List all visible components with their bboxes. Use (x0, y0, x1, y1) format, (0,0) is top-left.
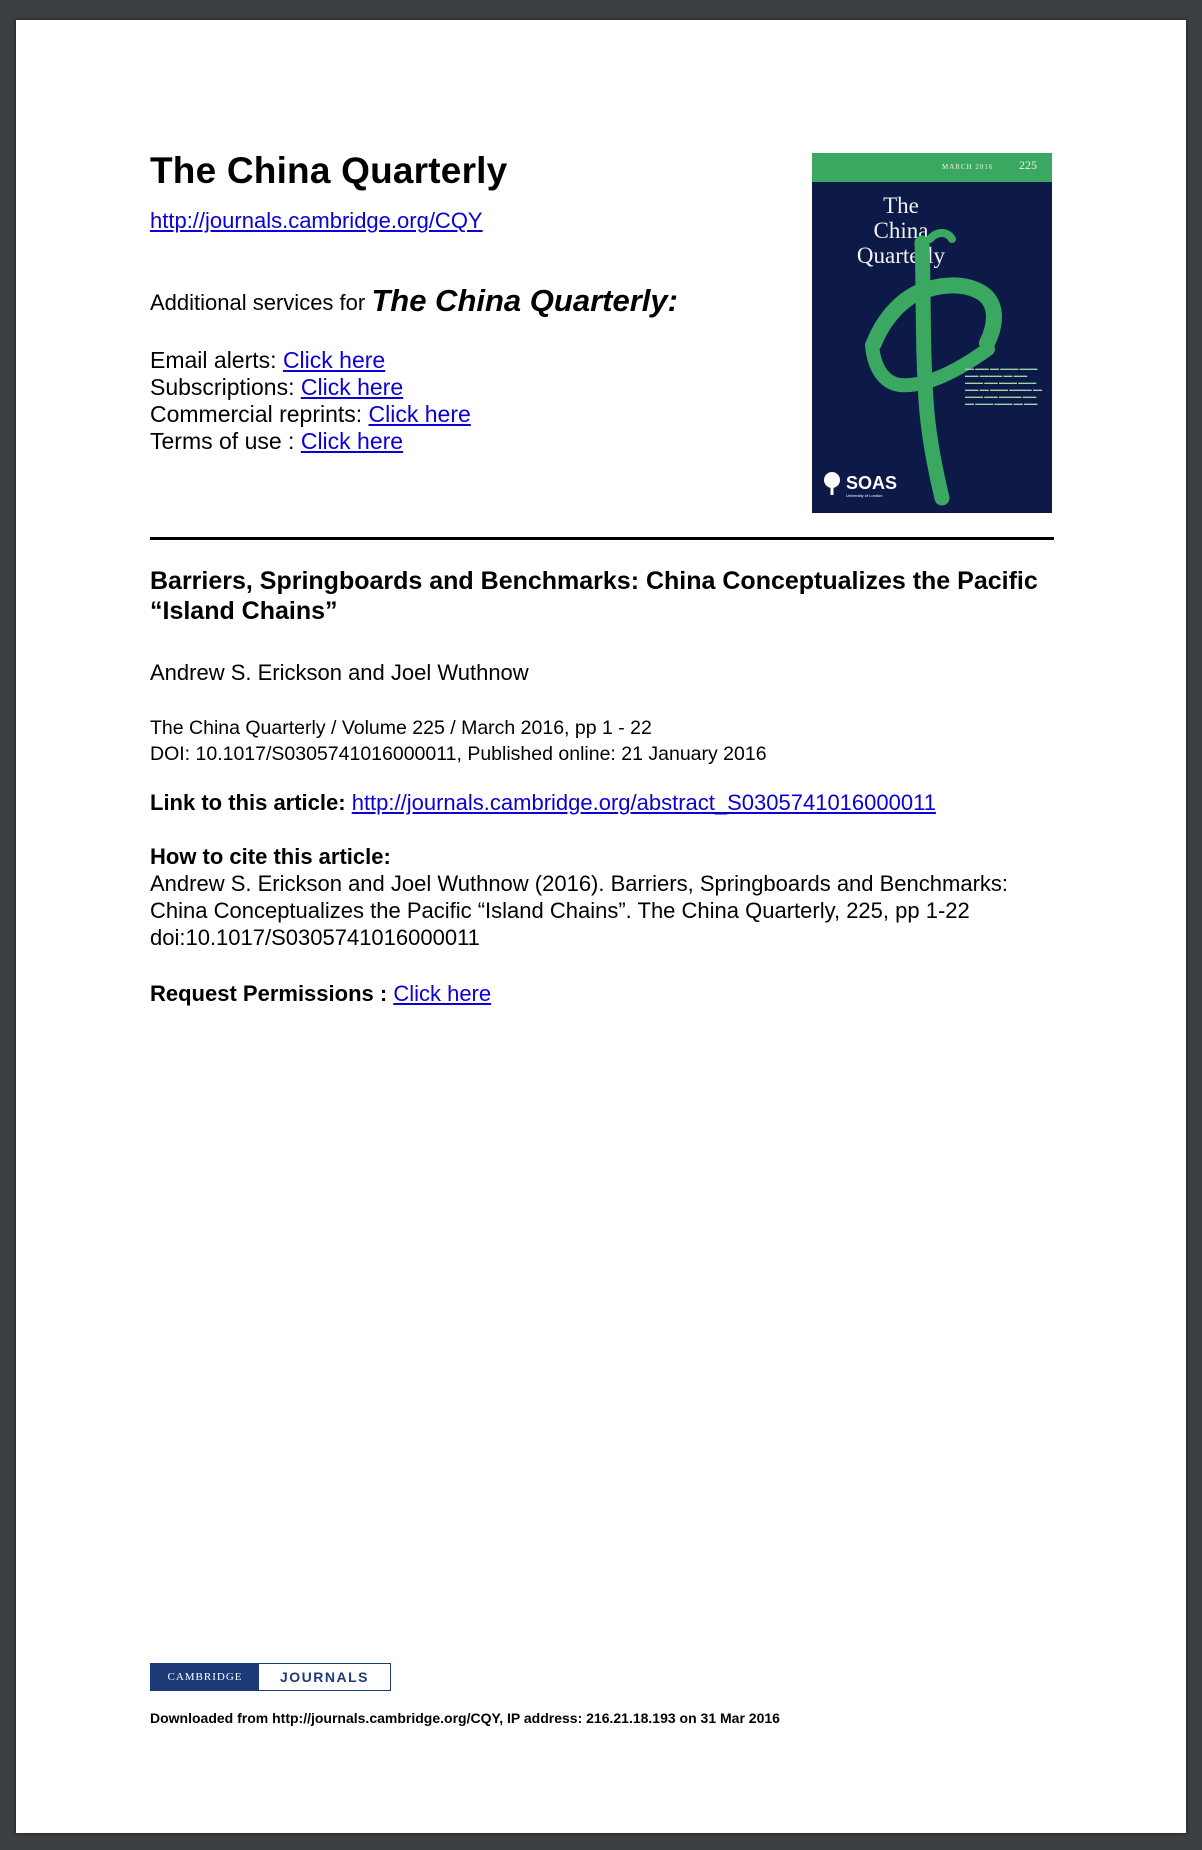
citation-text: Andrew S. Erickson and Joel Wuthnow (2016). Barriers, Springboards and Benchmarks: China Conceptualizes the Pacific “Island Chains”. The China Quarterly, 225, pp 1-22 doi:10.1017/S0305741016000011 (150, 871, 1009, 950)
cover-zhong-glyph-icon (812, 153, 1052, 513)
cover-title-line1: The (883, 193, 919, 218)
cover-publisher-sub: University of London (846, 493, 883, 498)
email-alerts-link[interactable]: Click here (282, 347, 386, 373)
cover-date: MARCH 2016 (942, 163, 994, 171)
article-journal-info (150, 715, 767, 767)
request-permissions-link[interactable]: Click here (393, 981, 492, 1006)
additional-services-heading (150, 282, 678, 318)
article-journal-line: The China Quarterly / Volume 225 / March 2016, pp 1 - 22 (150, 717, 652, 739)
article-authors: Andrew S. Erickson and Joel Wuthnow (150, 660, 529, 685)
request-permissions-row (150, 981, 491, 1007)
email-alerts-label: Email alerts: (150, 347, 283, 373)
terms-of-use-label: Terms of use : (150, 428, 301, 454)
article-title: Barriers, Springboards and Benchmarks: China Conceptualizes the Pacific “Island Chains” (150, 567, 1038, 625)
cover-title-line3: Quarterly (856, 243, 946, 268)
citation-heading: How to cite this article: (150, 844, 391, 869)
journal-cover-image (812, 153, 1052, 513)
logo-journals: JOURNALS (259, 1664, 390, 1690)
article-doi-line: DOI: 10.1017/S0305741016000011, Published online: 21 January 2016 (150, 743, 767, 765)
journal-title: The China Quarterly (150, 150, 508, 191)
commercial-reprints-label: Commercial reprints: (150, 401, 369, 427)
commercial-reprints-row (150, 401, 471, 428)
cover-tree-icon (820, 471, 844, 497)
subscriptions-link[interactable]: Click here (300, 374, 404, 400)
download-info: Downloaded from http://journals.cambridge.org/CQY, IP address: 216.21.18.193 on 31 Mar 2016 (150, 1710, 780, 1726)
logo-cambridge: CAMBRIDGE (151, 1664, 259, 1690)
cover-blurb-text: ▬▬ ▬▬▬ ▬▬ ▬▬▬▬ ▬▬▬▬ ▬▬▬ ▬▬▬▬▬ ▬▬ ▬▬▬ ▬▬▬▬ ▬▬▬ ▬▬▬▬ ▬▬▬▬ ▬▬▬ ▬▬ ▬▬▬▬ ▬▬▬▬▬ ▬▬ ▬▬▬▬ ▬▬▬ ▬▬▬▬▬ ▬▬▬ ▬▬ ▬▬▬▬ ▬▬▬▬ ▬▬ ▬▬▬ (965, 366, 1043, 406)
cover-publisher: SOAS (846, 473, 898, 493)
cambridge-journals-logo (150, 1663, 391, 1691)
request-permissions-label: Request Permissions : (150, 981, 394, 1006)
article-link[interactable]: http://journals.cambridge.org/abstract_S0305741016000011 (351, 790, 936, 815)
additional-services-prefix: Additional services for (150, 290, 372, 315)
additional-services-journal: The China Quarterly: (371, 283, 678, 318)
email-alerts-row (150, 347, 385, 374)
article-link-label: Link to this article: (150, 790, 352, 815)
citation-block (150, 843, 1060, 951)
commercial-reprints-link[interactable]: Click here (368, 401, 471, 427)
pdf-page (16, 20, 1186, 1833)
terms-of-use-link[interactable]: Click here (300, 428, 404, 454)
journal-url-link[interactable]: http://journals.cambridge.org/CQY (150, 208, 483, 233)
cover-issue-number: 225 (1019, 158, 1037, 172)
article-link-row (150, 790, 936, 816)
subscriptions-label: Subscriptions: (150, 374, 301, 400)
divider (150, 537, 1054, 540)
subscriptions-row (150, 374, 403, 401)
cover-title-line2: China (873, 218, 929, 243)
terms-of-use-row (150, 428, 403, 455)
